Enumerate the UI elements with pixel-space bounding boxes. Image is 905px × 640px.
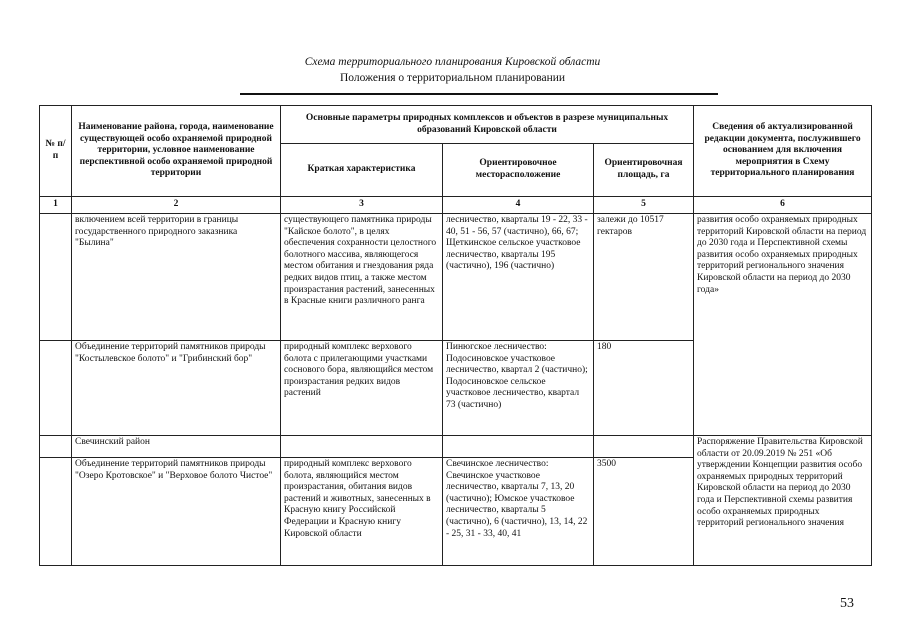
column-number-row xyxy=(40,197,872,214)
row-document-reference: развития особо охраняемых природных территорий Кировской области на период до 2030 года и Перспективной схемы развития особо охраняемых природных территорий регионального значения Кировской области на период до 2030 года» xyxy=(694,214,872,436)
column-number: 4 xyxy=(443,197,594,214)
header-number: № п/п xyxy=(40,106,72,197)
row-area xyxy=(594,436,694,458)
header-divider xyxy=(240,93,718,95)
column-number: 2 xyxy=(72,197,281,214)
column-number: 5 xyxy=(594,197,694,214)
row-number xyxy=(40,341,72,436)
row-name: Объединение территорий памятников природы "Озеро Кротовское" и "Верховое болото Чистое" xyxy=(72,458,281,566)
column-number: 6 xyxy=(694,197,872,214)
column-number: 1 xyxy=(40,197,72,214)
row-description: природный комплекс верхового болота, являющийся местом произрастания, обитания видов растений и животных, занесенных в Красную книгу Российской Федерации и Красную книгу Кировской области xyxy=(281,458,443,566)
district-name: Свечинский район xyxy=(72,436,281,458)
row-number xyxy=(40,458,72,566)
planning-table xyxy=(39,105,872,566)
row-location: Пинюгское лесничество: Подосиновское участковое лесничество, квартал 2 (частично); Подосиновское сельское участковое лесничество, квартал 73 (частично) xyxy=(443,341,594,436)
row-location xyxy=(443,436,594,458)
header-name: Наименование района, города, наименование существующей особо охраняемой природной территории, условное наименование перспективной особо охраняемой природной территории xyxy=(72,106,281,197)
document-title: Схема территориального планирования Кировской области xyxy=(304,56,601,68)
row-number xyxy=(40,214,72,341)
row-area: 180 xyxy=(594,341,694,436)
header-document-info: Сведения об актуализированной редакции документа, послужившего основанием для включения мероприятия в Схему территориального планирования xyxy=(694,106,872,197)
row-location: лесничество, кварталы 19 - 22, 33 - 40, 51 - 56, 57 (частично), 66, 67; Щеткинское сельское участковое лесничество, кварталы 195 (частично), 196 (частично) xyxy=(443,214,594,341)
row-description xyxy=(281,436,443,458)
row-description: природный комплекс верхового болота с прилегающими участками соснового бора, являющийся местом произрастания редких видов растений xyxy=(281,341,443,436)
header-parameters-group: Основные параметры природных комплексов и объектов в разрезе муниципальных образований Кировской области xyxy=(281,106,694,144)
document-subtitle: Положения о территориальном планировании xyxy=(339,72,566,84)
row-area: залежи до 10517 гектаров xyxy=(594,214,694,341)
row-name: Объединение территорий памятников природы "Костылевское болото" и "Грибинский бор" xyxy=(72,341,281,436)
header-area: Ориентировочная площадь, га xyxy=(594,144,694,197)
column-number: 3 xyxy=(281,197,443,214)
row-area: 3500 xyxy=(594,458,694,566)
page-number: 53 xyxy=(840,596,854,611)
row-location: Свечинское лесничество: Свечинское участковое лесничество, кварталы 7, 13, 20 (частично); Юмское участковое лесничество, кварталы 5 (частично), 6 (частично), 13, 14, 22 - 25, 31 - 33, 40, 41 xyxy=(443,458,594,566)
header-location: Ориентировочное месторасположение xyxy=(443,144,594,197)
header-description: Краткая характеристика xyxy=(281,144,443,197)
row-name: включением всей территории в границы государственного природного заказника "Былина" xyxy=(72,214,281,341)
table-row xyxy=(40,214,872,341)
row-number xyxy=(40,436,72,458)
row-document-reference: Распоряжение Правительства Кировской области от 20.09.2019 № 251 «Об утверждении Концепции развития особо охраняемых природных территорий Кировской области на период до 2030 года и Перспективной схемы развития особо охраняемых природных территорий регионального значения xyxy=(694,436,872,566)
row-description: существующего памятника природы "Кайское болото", в целях обеспечения сохранности целостного болотного массива, являющегося местом обитания и гнездования ряда редких видов птиц, а также местом произрастания растений, занесенных в Красные книги различного ранга xyxy=(281,214,443,341)
table-row xyxy=(40,436,872,458)
